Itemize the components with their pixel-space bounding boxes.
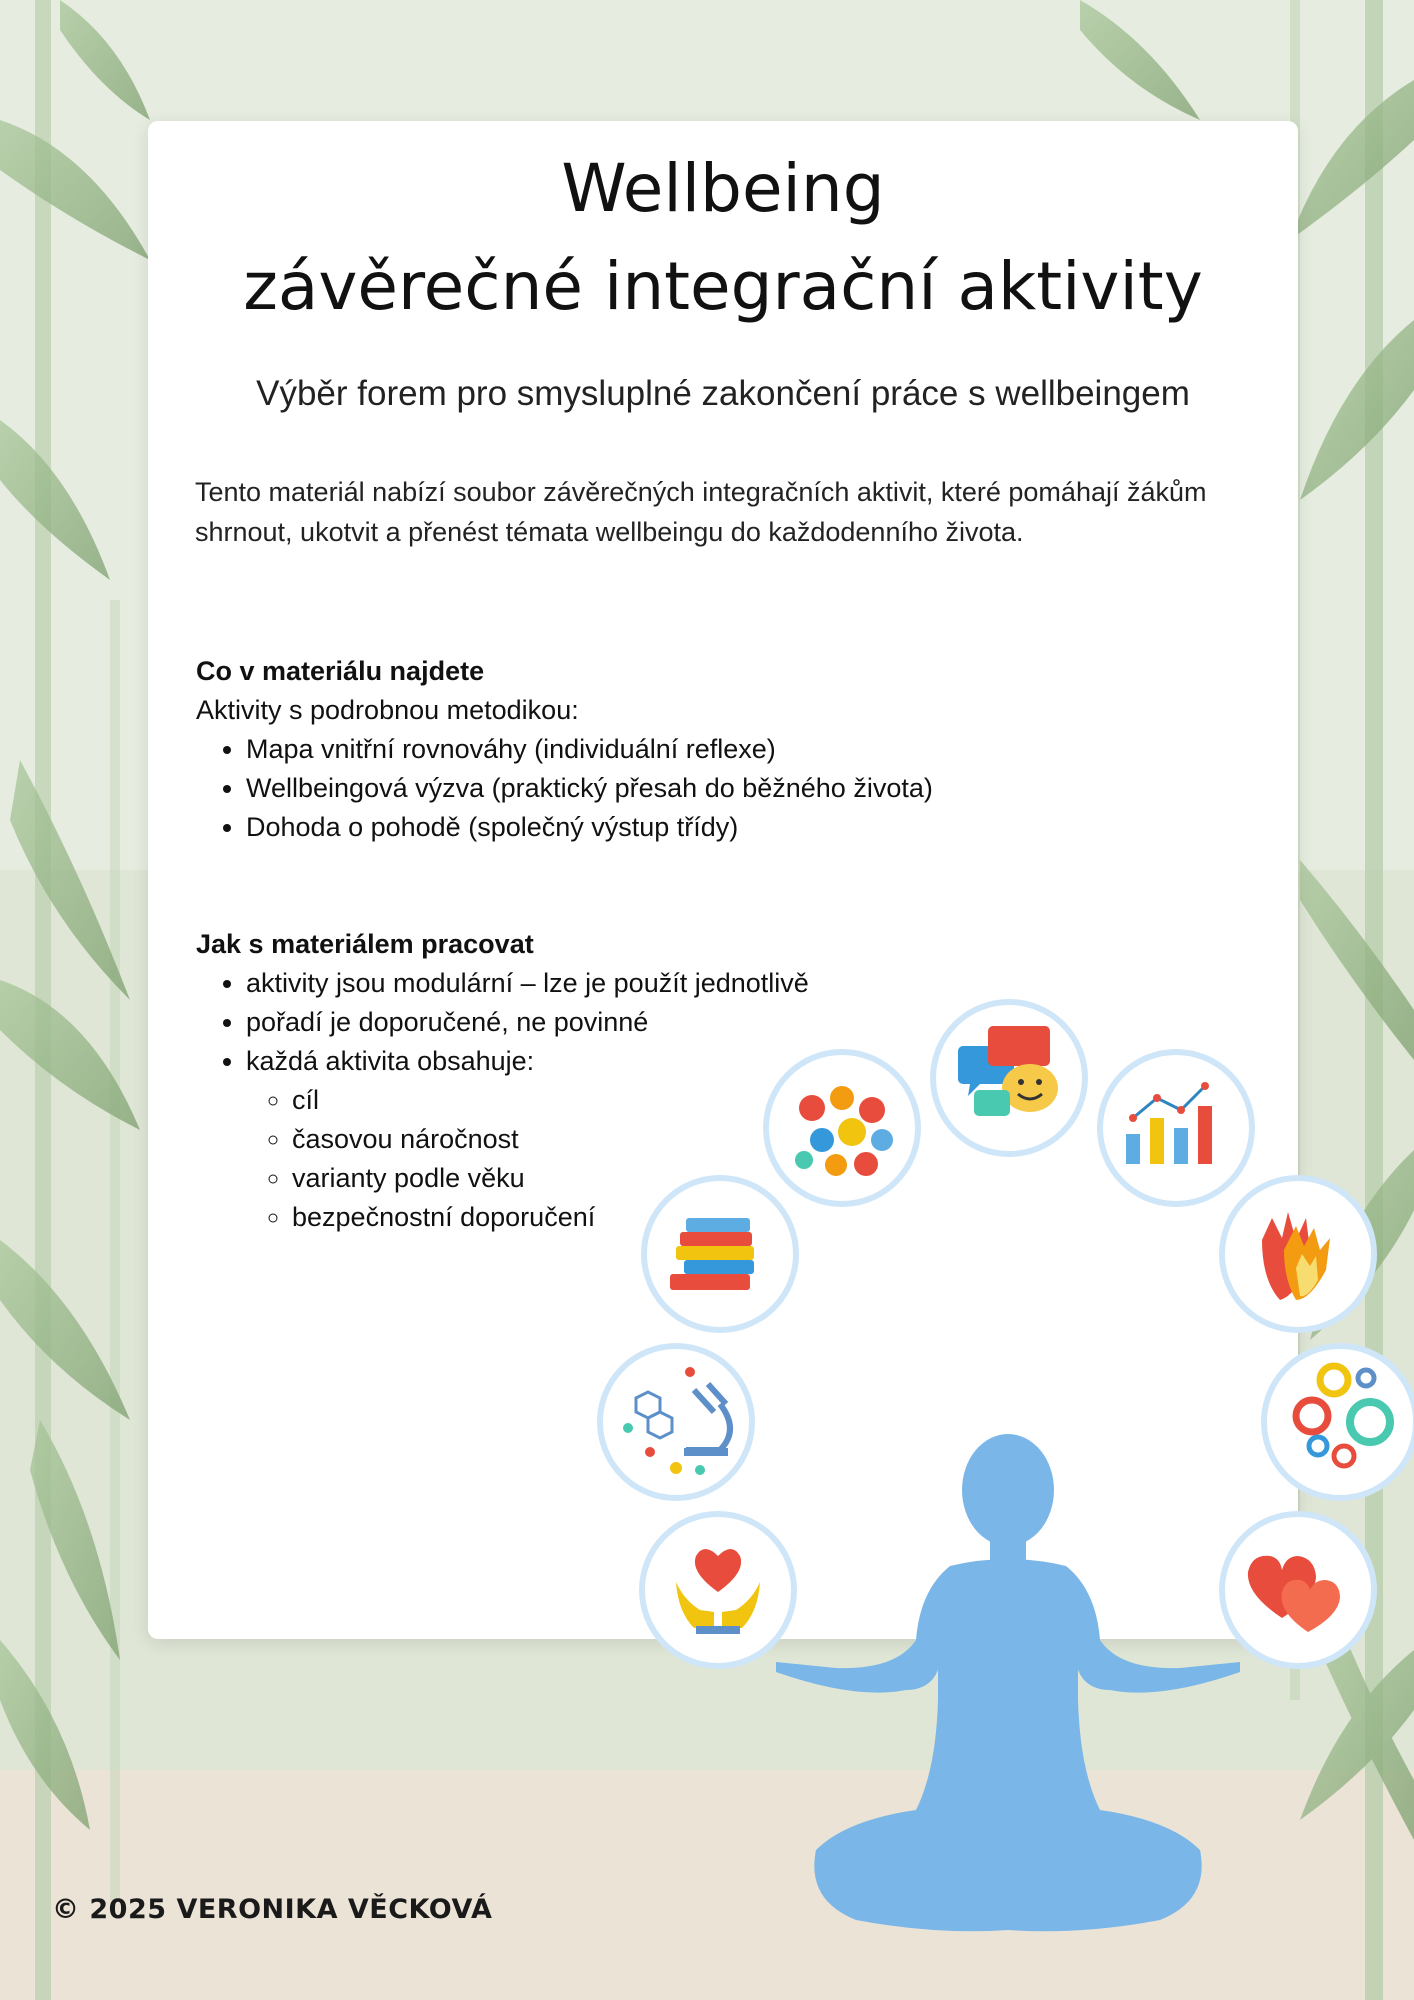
sub-list-item: ◦ bezpečnostní doporučení [292,1198,996,1237]
meditating-figure [776,1434,1240,1931]
subtitle: Výběr forem pro smysluplné zakončení práce s wellbeingem [256,374,1190,413]
copyright-footer: © 2025 VERONIKA VĚCKOVÁ [52,1894,493,1925]
section-contents-heading: Co v materiálu najdete [196,656,485,686]
hands-icon [1222,1178,1374,1330]
title-line-2: závěrečné integrační aktivity [243,248,1203,325]
sub-list-item: ◦ varianty podle věku [292,1159,996,1198]
science-icon [600,1346,752,1498]
chat-icon [933,1002,1085,1154]
list-item: • Mapa vnitřní rovnováhy (individuální reflexe) [246,730,996,769]
hearts-icon [1222,1514,1374,1666]
list-item-label: každá aktivita obsahuje: [246,1046,535,1076]
intro-text: Tento materiál nabízí soubor závěrečných integračních aktivit, které pomáhají žákům shrnout, ukotvit a přenést témata wellbeingu do každodenního života. [195,477,1207,547]
hands-heart-icon [642,1514,794,1666]
list-item: • Wellbeingová výzva (praktický přesah do běžného života) [246,769,996,808]
gears-icon [1264,1346,1414,1498]
section-usage-heading: Jak s materiálem pracovat [196,929,534,959]
sub-list-item: ◦ časovou náročnost [292,1120,996,1159]
title-line-1: Wellbeing [561,150,885,227]
chart-icon [1100,1052,1252,1204]
flowers-icon [766,1052,918,1204]
list-item: • pořadí je doporučené, ne povinné [246,1003,996,1042]
list-item: • aktivity jsou modulární – lze je použít jednotlivě [246,964,996,1003]
list-item: • Dohoda o pohodě (společný výstup třídy) [246,808,996,847]
books-icon [644,1178,796,1330]
section-contents-lead: Aktivity s podrobnou metodikou: [196,695,579,725]
sub-list-item: ◦ cíl [292,1081,996,1120]
